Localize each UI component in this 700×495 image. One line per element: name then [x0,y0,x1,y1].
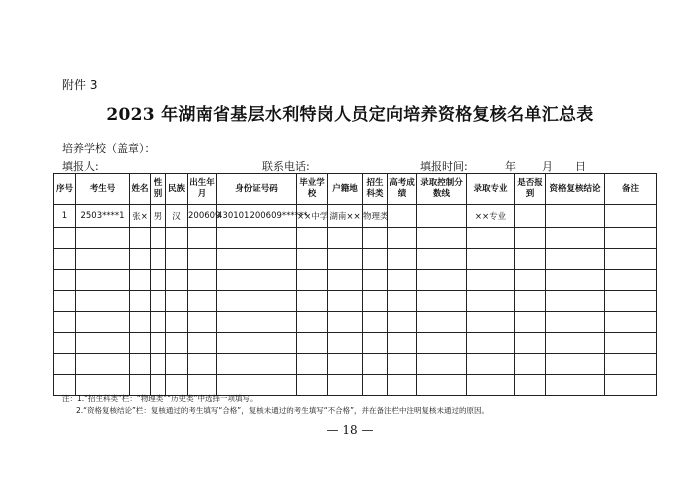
table-body [54,205,657,396]
column-header: 户籍地 [328,174,363,205]
table-cell [388,291,417,312]
table-cell [605,354,657,375]
column-header: 考生号 [76,174,130,205]
filler-label: 填报人: [62,160,99,173]
table-row [54,228,657,249]
table-cell [363,249,388,270]
table-cell [166,291,188,312]
table-cell [217,333,297,354]
table-cell [297,333,328,354]
table-cell [54,354,76,375]
table-cell [151,228,166,249]
table-cell [515,333,546,354]
table-cell [546,333,605,354]
table-cell [515,270,546,291]
table-cell [363,270,388,291]
table-cell [76,354,130,375]
table-row [54,270,657,291]
document-title: 2023 年湖南省基层水利特岗人员定向培养资格复核名单汇总表 [106,105,594,125]
table-cell [417,354,467,375]
table-cell [54,312,76,333]
table-cell [130,249,151,270]
table-cell [151,270,166,291]
table-cell [188,333,217,354]
table-cell [515,291,546,312]
column-header: 出生年月 [188,174,217,205]
column-header: 是否报到 [515,174,546,205]
table-cell [388,205,417,228]
table-cell [217,270,297,291]
table-cell [188,354,217,375]
table-cell: 汉 [166,205,188,228]
table-cell [76,249,130,270]
table-cell: 湖南×× [328,205,363,228]
table-cell [605,228,657,249]
table-cell [546,291,605,312]
table-cell [546,270,605,291]
table-cell [605,205,657,228]
table-cell [467,228,515,249]
table-cell [166,228,188,249]
column-header: 身份证号码 [217,174,297,205]
table-cell [217,354,297,375]
table-cell: 1 [54,205,76,228]
column-header: 序号 [54,174,76,205]
table-cell [467,333,515,354]
table-cell [151,333,166,354]
table-cell [217,291,297,312]
table-cell [328,333,363,354]
table-cell [297,270,328,291]
column-header: 备注 [605,174,657,205]
table-cell [297,228,328,249]
table-cell [417,205,467,228]
table-cell [130,270,151,291]
column-header: 姓名 [130,174,151,205]
table-cell [151,249,166,270]
table-cell: 男 [151,205,166,228]
table-cell [130,228,151,249]
table-cell [388,249,417,270]
table-cell [546,375,605,396]
table-cell [388,333,417,354]
table-cell [363,291,388,312]
table-cell: 张× [130,205,151,228]
table-cell [166,354,188,375]
column-header: 录取专业 [467,174,515,205]
table-cell [467,291,515,312]
school-label: 培养学校（盖章）： [62,142,156,155]
table-cell [388,312,417,333]
page-number: — 18 — [326,423,374,437]
table-cell [363,228,388,249]
table-cell [605,249,657,270]
table-cell [546,205,605,228]
table-cell [328,354,363,375]
table-cell [605,312,657,333]
table-cell [546,249,605,270]
table-row [54,249,657,270]
table-cell: 2503****1 [76,205,130,228]
table-cell [130,354,151,375]
table-cell [363,354,388,375]
table-cell [76,228,130,249]
table-cell [388,270,417,291]
table-cell [166,312,188,333]
table-cell [363,333,388,354]
table-cell [151,312,166,333]
table-cell [54,291,76,312]
date-day-label: 日 [575,160,586,173]
table-cell [130,312,151,333]
table-cell [605,270,657,291]
table-cell [328,270,363,291]
table-cell [297,249,328,270]
column-header: 录取控制分数线 [417,174,467,205]
table-cell [546,228,605,249]
column-header: 性别 [151,174,166,205]
table-cell: ××中学 [297,205,328,228]
table-cell [54,228,76,249]
column-header: 高考成绩 [388,174,417,205]
date-year-label: 年 [505,160,516,173]
table-cell [54,333,76,354]
table-cell [188,249,217,270]
table-cell [217,312,297,333]
table-cell [515,312,546,333]
table-header-row [54,174,657,205]
table-row [54,312,657,333]
table-cell [217,249,297,270]
table-cell [328,312,363,333]
table-cell [515,228,546,249]
table-cell [417,291,467,312]
table-cell [515,375,546,396]
table-cell [297,312,328,333]
table-cell [217,228,297,249]
table-cell [328,249,363,270]
table-cell [467,354,515,375]
table-cell: 物理类 [363,205,388,228]
table-cell: ××专业 [467,205,515,228]
table-cell [130,333,151,354]
table-cell [297,291,328,312]
table-cell [328,291,363,312]
roster-table [53,173,657,396]
table-row [54,205,657,228]
table-cell [363,312,388,333]
table-cell [546,312,605,333]
table-cell [54,270,76,291]
table-cell [166,270,188,291]
table-cell [151,291,166,312]
table-cell [188,228,217,249]
table-cell [467,270,515,291]
column-header: 民族 [166,174,188,205]
table-cell [188,270,217,291]
table-cell [76,291,130,312]
table-cell [417,270,467,291]
table-row [54,333,657,354]
table-cell [467,312,515,333]
table-cell [467,249,515,270]
table-cell [605,375,657,396]
column-header: 毕业学校 [297,174,328,205]
table-cell [417,333,467,354]
table-cell: 430101200609****** [217,205,297,228]
table-cell [605,333,657,354]
table-cell [54,249,76,270]
column-header: 资格复核结论 [546,174,605,205]
table-cell [166,333,188,354]
table-cell [297,354,328,375]
table-row [54,291,657,312]
table-cell [76,333,130,354]
table-cell [151,354,166,375]
column-header: 招生科类 [363,174,388,205]
table-cell [417,249,467,270]
table-cell [515,354,546,375]
table-cell [76,312,130,333]
table-cell [417,312,467,333]
note-1: 注：1.“招生科类”栏：“物理类”“历史类”中选择一项填写。 [62,394,258,403]
table-cell: 200609 [188,205,217,228]
note-2: 2.“资格复核结论”栏：复核通过的考生填写“合格”，复核未通过的考生填写“不合格”，并在备注栏中注明复核未通过的原因。 [76,406,489,415]
fill-time-label: 填报时间: [420,160,468,173]
table-cell [546,354,605,375]
table-cell [388,354,417,375]
table-cell [388,228,417,249]
table-cell [515,249,546,270]
table-cell [605,291,657,312]
notes [62,393,489,417]
date-month-label: 月 [542,160,553,173]
table-cell [166,249,188,270]
table-row [54,354,657,375]
table-cell [417,228,467,249]
attachment-label: 附件 3 [62,78,98,92]
table-cell [515,205,546,228]
table-cell [130,291,151,312]
table-cell [328,228,363,249]
table-cell [76,270,130,291]
table-cell [188,291,217,312]
phone-label: 联系电话: [262,160,310,173]
table-cell [188,312,217,333]
